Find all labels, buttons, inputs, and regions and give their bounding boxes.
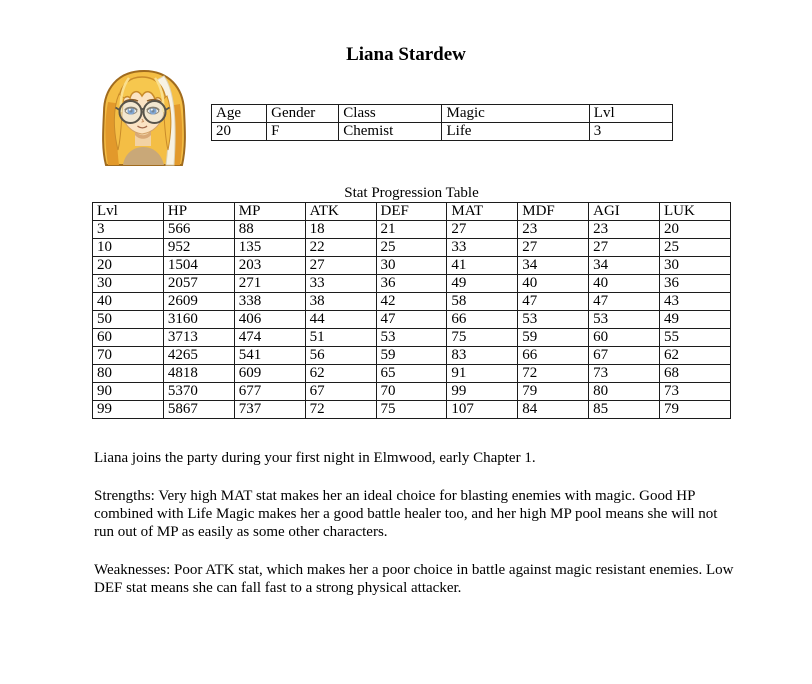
info-header-cell: Age: [212, 105, 267, 123]
info-value-row: [212, 123, 673, 141]
stat-cell: 566: [163, 221, 234, 239]
stat-cell: 33: [447, 239, 518, 257]
stat-row: [93, 275, 731, 293]
stat-cell: 203: [234, 257, 305, 275]
stat-cell: 4265: [163, 347, 234, 365]
stat-cell: 47: [518, 293, 589, 311]
stat-cell: 27: [305, 257, 376, 275]
stat-cell: 49: [660, 311, 731, 329]
stat-cell: 20: [93, 257, 164, 275]
stat-cell: 70: [376, 383, 447, 401]
weaknesses-paragraph: Weaknesses: Poor ATK stat, which makes her a poor choice in battle against magic resistant enemies. Low DEF stat means she can fall fast to a strong physical attacker.: [94, 562, 734, 596]
stat-cell: 99: [447, 383, 518, 401]
stat-cell: 83: [447, 347, 518, 365]
info-header-cell: Lvl: [589, 105, 672, 123]
stat-cell: 50: [93, 311, 164, 329]
stat-cell: 40: [93, 293, 164, 311]
stat-header-cell: AGI: [589, 203, 660, 221]
strengths-paragraph: Strengths: Very high MAT stat makes her an ideal choice for blasting enemies with magic. Good HP combined with Life Magic makes her a good battle healer too, and her high MP pool means she will not run out of MP as easily as some other characters.: [94, 488, 718, 540]
stat-cell: 30: [93, 275, 164, 293]
stat-header-cell: DEF: [376, 203, 447, 221]
stat-cell: 541: [234, 347, 305, 365]
stat-cell: 75: [376, 401, 447, 419]
stat-cell: 88: [234, 221, 305, 239]
page-title: Liana Stardew: [346, 43, 466, 65]
stat-cell: 36: [660, 275, 731, 293]
stat-cell: 34: [589, 257, 660, 275]
character-info-table: [211, 104, 673, 141]
stat-cell: 67: [305, 383, 376, 401]
stat-header-cell: ATK: [305, 203, 376, 221]
stat-cell: 53: [518, 311, 589, 329]
stat-cell: 1504: [163, 257, 234, 275]
stat-cell: 66: [518, 347, 589, 365]
stat-cell: 10: [93, 239, 164, 257]
stat-cell: 73: [589, 365, 660, 383]
stat-cell: 5370: [163, 383, 234, 401]
stat-cell: 36: [376, 275, 447, 293]
stat-cell: 59: [518, 329, 589, 347]
stat-row: [93, 401, 731, 419]
stat-table-caption: Stat Progression Table: [344, 185, 479, 201]
info-header-cell: Magic: [442, 105, 589, 123]
stat-cell: 27: [589, 239, 660, 257]
stat-header-cell: Lvl: [93, 203, 164, 221]
stat-header-cell: HP: [163, 203, 234, 221]
info-header-row: [212, 105, 673, 123]
stat-cell: 22: [305, 239, 376, 257]
stat-cell: 107: [447, 401, 518, 419]
stat-cell: 952: [163, 239, 234, 257]
stat-cell: 20: [660, 221, 731, 239]
stat-cell: 271: [234, 275, 305, 293]
stat-cell: 75: [447, 329, 518, 347]
stat-row: [93, 221, 731, 239]
stat-cell: 25: [660, 239, 731, 257]
stat-cell: 33: [305, 275, 376, 293]
stat-cell: 2609: [163, 293, 234, 311]
intro-paragraph: Liana joins the party during your first night in Elmwood, early Chapter 1.: [94, 450, 536, 466]
stat-cell: 406: [234, 311, 305, 329]
stat-row: [93, 329, 731, 347]
stat-cell: 42: [376, 293, 447, 311]
stat-cell: 40: [518, 275, 589, 293]
stat-cell: 474: [234, 329, 305, 347]
character-portrait-icon: [95, 68, 193, 167]
info-value-cell: F: [267, 123, 339, 141]
stat-cell: 66: [447, 311, 518, 329]
stat-cell: 21: [376, 221, 447, 239]
stat-cell: 18: [305, 221, 376, 239]
stat-cell: 23: [589, 221, 660, 239]
stat-cell: 56: [305, 347, 376, 365]
stat-cell: 4818: [163, 365, 234, 383]
stat-header-cell: MAT: [447, 203, 518, 221]
stat-cell: 91: [447, 365, 518, 383]
stat-cell: 68: [660, 365, 731, 383]
stat-cell: 25: [376, 239, 447, 257]
stat-cell: 135: [234, 239, 305, 257]
stat-header-cell: MP: [234, 203, 305, 221]
stat-cell: 62: [305, 365, 376, 383]
info-header-cell: Class: [339, 105, 442, 123]
stat-cell: 60: [93, 329, 164, 347]
stat-cell: 23: [518, 221, 589, 239]
stat-cell: 34: [518, 257, 589, 275]
stat-cell: 60: [589, 329, 660, 347]
stat-progression-table: [92, 202, 731, 419]
stat-cell: 80: [93, 365, 164, 383]
stat-cell: 79: [518, 383, 589, 401]
stat-row: [93, 239, 731, 257]
stat-header-cell: LUK: [660, 203, 731, 221]
stat-cell: 49: [447, 275, 518, 293]
stat-cell: 47: [376, 311, 447, 329]
stat-cell: 2057: [163, 275, 234, 293]
stat-cell: 59: [376, 347, 447, 365]
stat-cell: 3160: [163, 311, 234, 329]
stat-cell: 3713: [163, 329, 234, 347]
stat-cell: 27: [518, 239, 589, 257]
stat-cell: 43: [660, 293, 731, 311]
stat-cell: 3: [93, 221, 164, 239]
stat-cell: 609: [234, 365, 305, 383]
stat-cell: 53: [376, 329, 447, 347]
stat-cell: 79: [660, 401, 731, 419]
stat-row: [93, 257, 731, 275]
stat-cell: 70: [93, 347, 164, 365]
stat-cell: 58: [447, 293, 518, 311]
stat-cell: 40: [589, 275, 660, 293]
stat-row: [93, 293, 731, 311]
stat-row: [93, 311, 731, 329]
stat-cell: 67: [589, 347, 660, 365]
description-text: [94, 449, 739, 597]
stat-cell: 44: [305, 311, 376, 329]
stat-cell: 72: [305, 401, 376, 419]
stat-header-row: [93, 203, 731, 221]
stat-cell: 62: [660, 347, 731, 365]
stat-cell: 90: [93, 383, 164, 401]
stat-cell: 85: [589, 401, 660, 419]
stat-cell: 38: [305, 293, 376, 311]
stat-cell: 30: [660, 257, 731, 275]
stat-cell: 53: [589, 311, 660, 329]
info-value-cell: 20: [212, 123, 267, 141]
info-value-cell: Life: [442, 123, 589, 141]
stat-cell: 55: [660, 329, 731, 347]
stat-cell: 51: [305, 329, 376, 347]
info-header-cell: Gender: [267, 105, 339, 123]
stat-header-cell: MDF: [518, 203, 589, 221]
stat-cell: 47: [589, 293, 660, 311]
stat-cell: 65: [376, 365, 447, 383]
stat-row: [93, 365, 731, 383]
stat-row: [93, 383, 731, 401]
stat-cell: 30: [376, 257, 447, 275]
info-value-cell: Chemist: [339, 123, 442, 141]
stat-cell: 84: [518, 401, 589, 419]
stat-cell: 5867: [163, 401, 234, 419]
stat-cell: 737: [234, 401, 305, 419]
stat-cell: 677: [234, 383, 305, 401]
stat-cell: 80: [589, 383, 660, 401]
stat-cell: 99: [93, 401, 164, 419]
stat-cell: 73: [660, 383, 731, 401]
stat-cell: 72: [518, 365, 589, 383]
stat-cell: 41: [447, 257, 518, 275]
stat-row: [93, 347, 731, 365]
stat-cell: 338: [234, 293, 305, 311]
stat-cell: 27: [447, 221, 518, 239]
info-value-cell: 3: [589, 123, 672, 141]
